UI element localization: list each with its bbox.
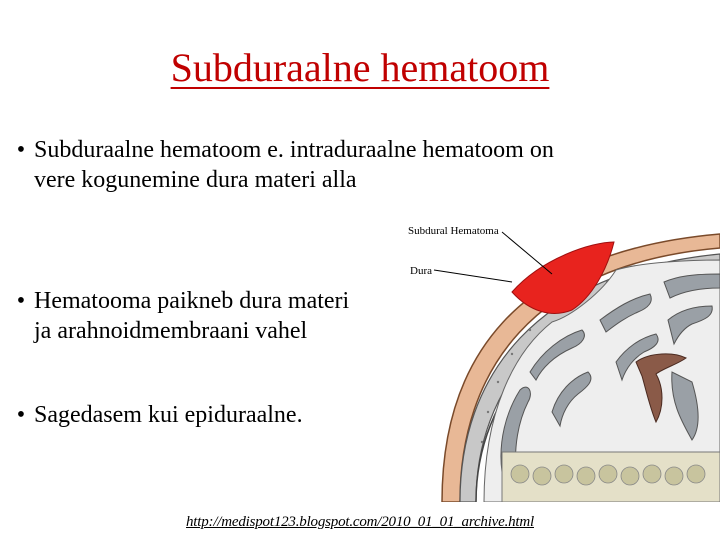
- slide-title: Subduraalne hematoom: [170, 45, 550, 90]
- source-link[interactable]: http://medispot123.blogspot.com/2010_01_01_archive.html: [186, 514, 534, 530]
- bullet-1-line-2: vere kogunemine dura materi alla: [34, 167, 357, 193]
- label-dura: Dura: [410, 265, 432, 277]
- bullet-dot-icon: •: [16, 137, 26, 163]
- bullet-dot-icon: •: [16, 402, 26, 428]
- bullet-item-3: [8, 400, 408, 430]
- bullet-item-2: [8, 286, 428, 346]
- label-subdural-hematoma: Subdural Hematoma: [408, 225, 499, 237]
- bullet-dot-icon: •: [16, 288, 26, 314]
- bullet-1-line-1: Subduraalne hematoom e. intraduraalne hematoom on: [34, 137, 554, 163]
- bullet-2-line-1: Hematooma paikneb dura materi: [34, 288, 350, 314]
- bullet-2-line-2: ja arahnoidmembraani vahel: [34, 318, 308, 344]
- brain-illustration: [402, 212, 720, 502]
- bullet-item-1: [8, 135, 668, 195]
- bullet-3-line-1: Sagedasem kui epiduraalne.: [34, 402, 303, 428]
